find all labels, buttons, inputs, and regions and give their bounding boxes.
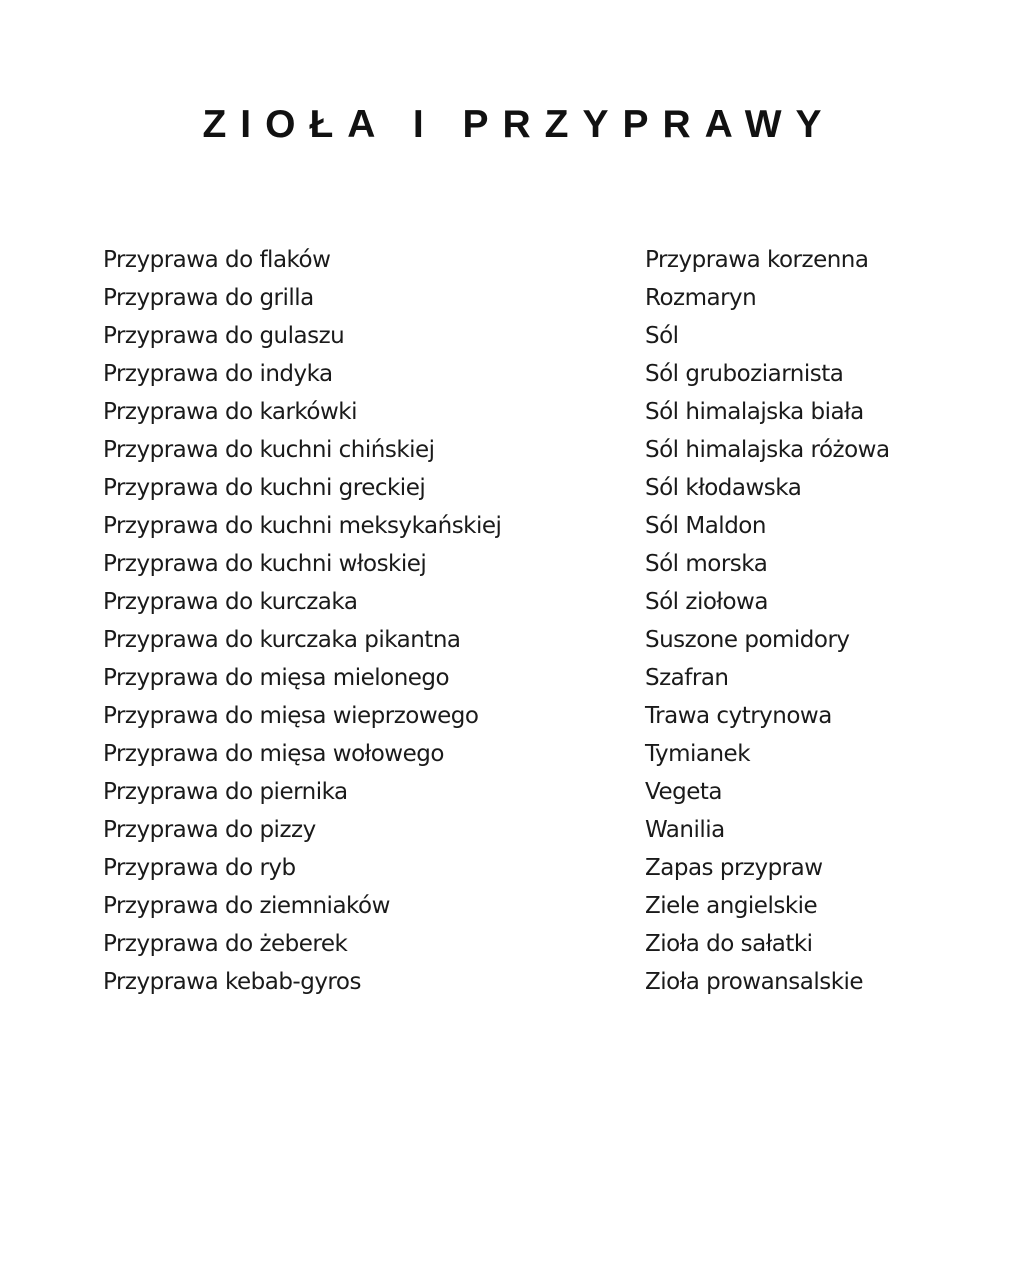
list-item: Vegeta <box>645 779 722 805</box>
list-item: Tymianek <box>645 741 751 767</box>
list-item: Sól <box>645 323 679 349</box>
list-item: Przyprawa do mięsa wołowego <box>103 741 444 767</box>
list-item: Zapas przypraw <box>645 855 823 881</box>
list-item: Trawa cytrynowa <box>645 703 832 729</box>
list-item: Zioła do sałatki <box>645 931 813 957</box>
list-item: Suszone pomidory <box>645 627 850 653</box>
list-item: Szafran <box>645 665 729 691</box>
list-item: Przyprawa do ryb <box>103 855 296 881</box>
list-item: Sól himalajska różowa <box>645 437 890 463</box>
list-item: Przyprawa do kuchni włoskiej <box>103 551 427 577</box>
list-item: Przyprawa do pizzy <box>103 817 316 843</box>
list-item: Sól himalajska biała <box>645 399 864 425</box>
list-item: Przyprawa do karkówki <box>103 399 358 425</box>
list-item: Przyprawa kebab-gyros <box>103 969 361 995</box>
list-item: Przyprawa do kurczaka pikantna <box>103 627 461 653</box>
list-item: Sól Maldon <box>645 513 766 539</box>
list-item: Przyprawa do flaków <box>103 247 331 273</box>
list-item: Sól morska <box>645 551 768 577</box>
list-item: Przyprawa korzenna <box>645 247 869 273</box>
page-title: ZIOŁA I PRZYPRAWY <box>202 103 836 146</box>
list-item: Przyprawa do mięsa mielonego <box>103 665 450 691</box>
list-item: Przyprawa do kurczaka <box>103 589 358 615</box>
list-item: Przyprawa do ziemniaków <box>103 893 390 919</box>
list-item: Przyprawa do kuchni greckiej <box>103 475 426 501</box>
list-item: Rozmaryn <box>645 285 757 311</box>
left-column-list <box>103 241 623 1001</box>
right-column-list <box>645 241 1015 1001</box>
list-item: Przyprawa do piernika <box>103 779 348 805</box>
list-item: Ziele angielskie <box>645 893 818 919</box>
list-item: Sól kłodawska <box>645 475 802 501</box>
list-item: Przyprawa do mięsa wieprzowego <box>103 703 479 729</box>
list-item: Sól gruboziarnista <box>645 361 844 387</box>
list-item: Przyprawa do kuchni meksykańskiej <box>103 513 502 539</box>
list-item: Zioła prowansalskie <box>645 969 864 995</box>
list-item: Wanilia <box>645 817 725 843</box>
list-item: Przyprawa do kuchni chińskiej <box>103 437 435 463</box>
list-item: Przyprawa do gulaszu <box>103 323 345 349</box>
list-item: Przyprawa do grilla <box>103 285 314 311</box>
list-item: Sól ziołowa <box>645 589 768 615</box>
list-item: Przyprawa do indyka <box>103 361 333 387</box>
list-item: Przyprawa do żeberek <box>103 931 348 957</box>
